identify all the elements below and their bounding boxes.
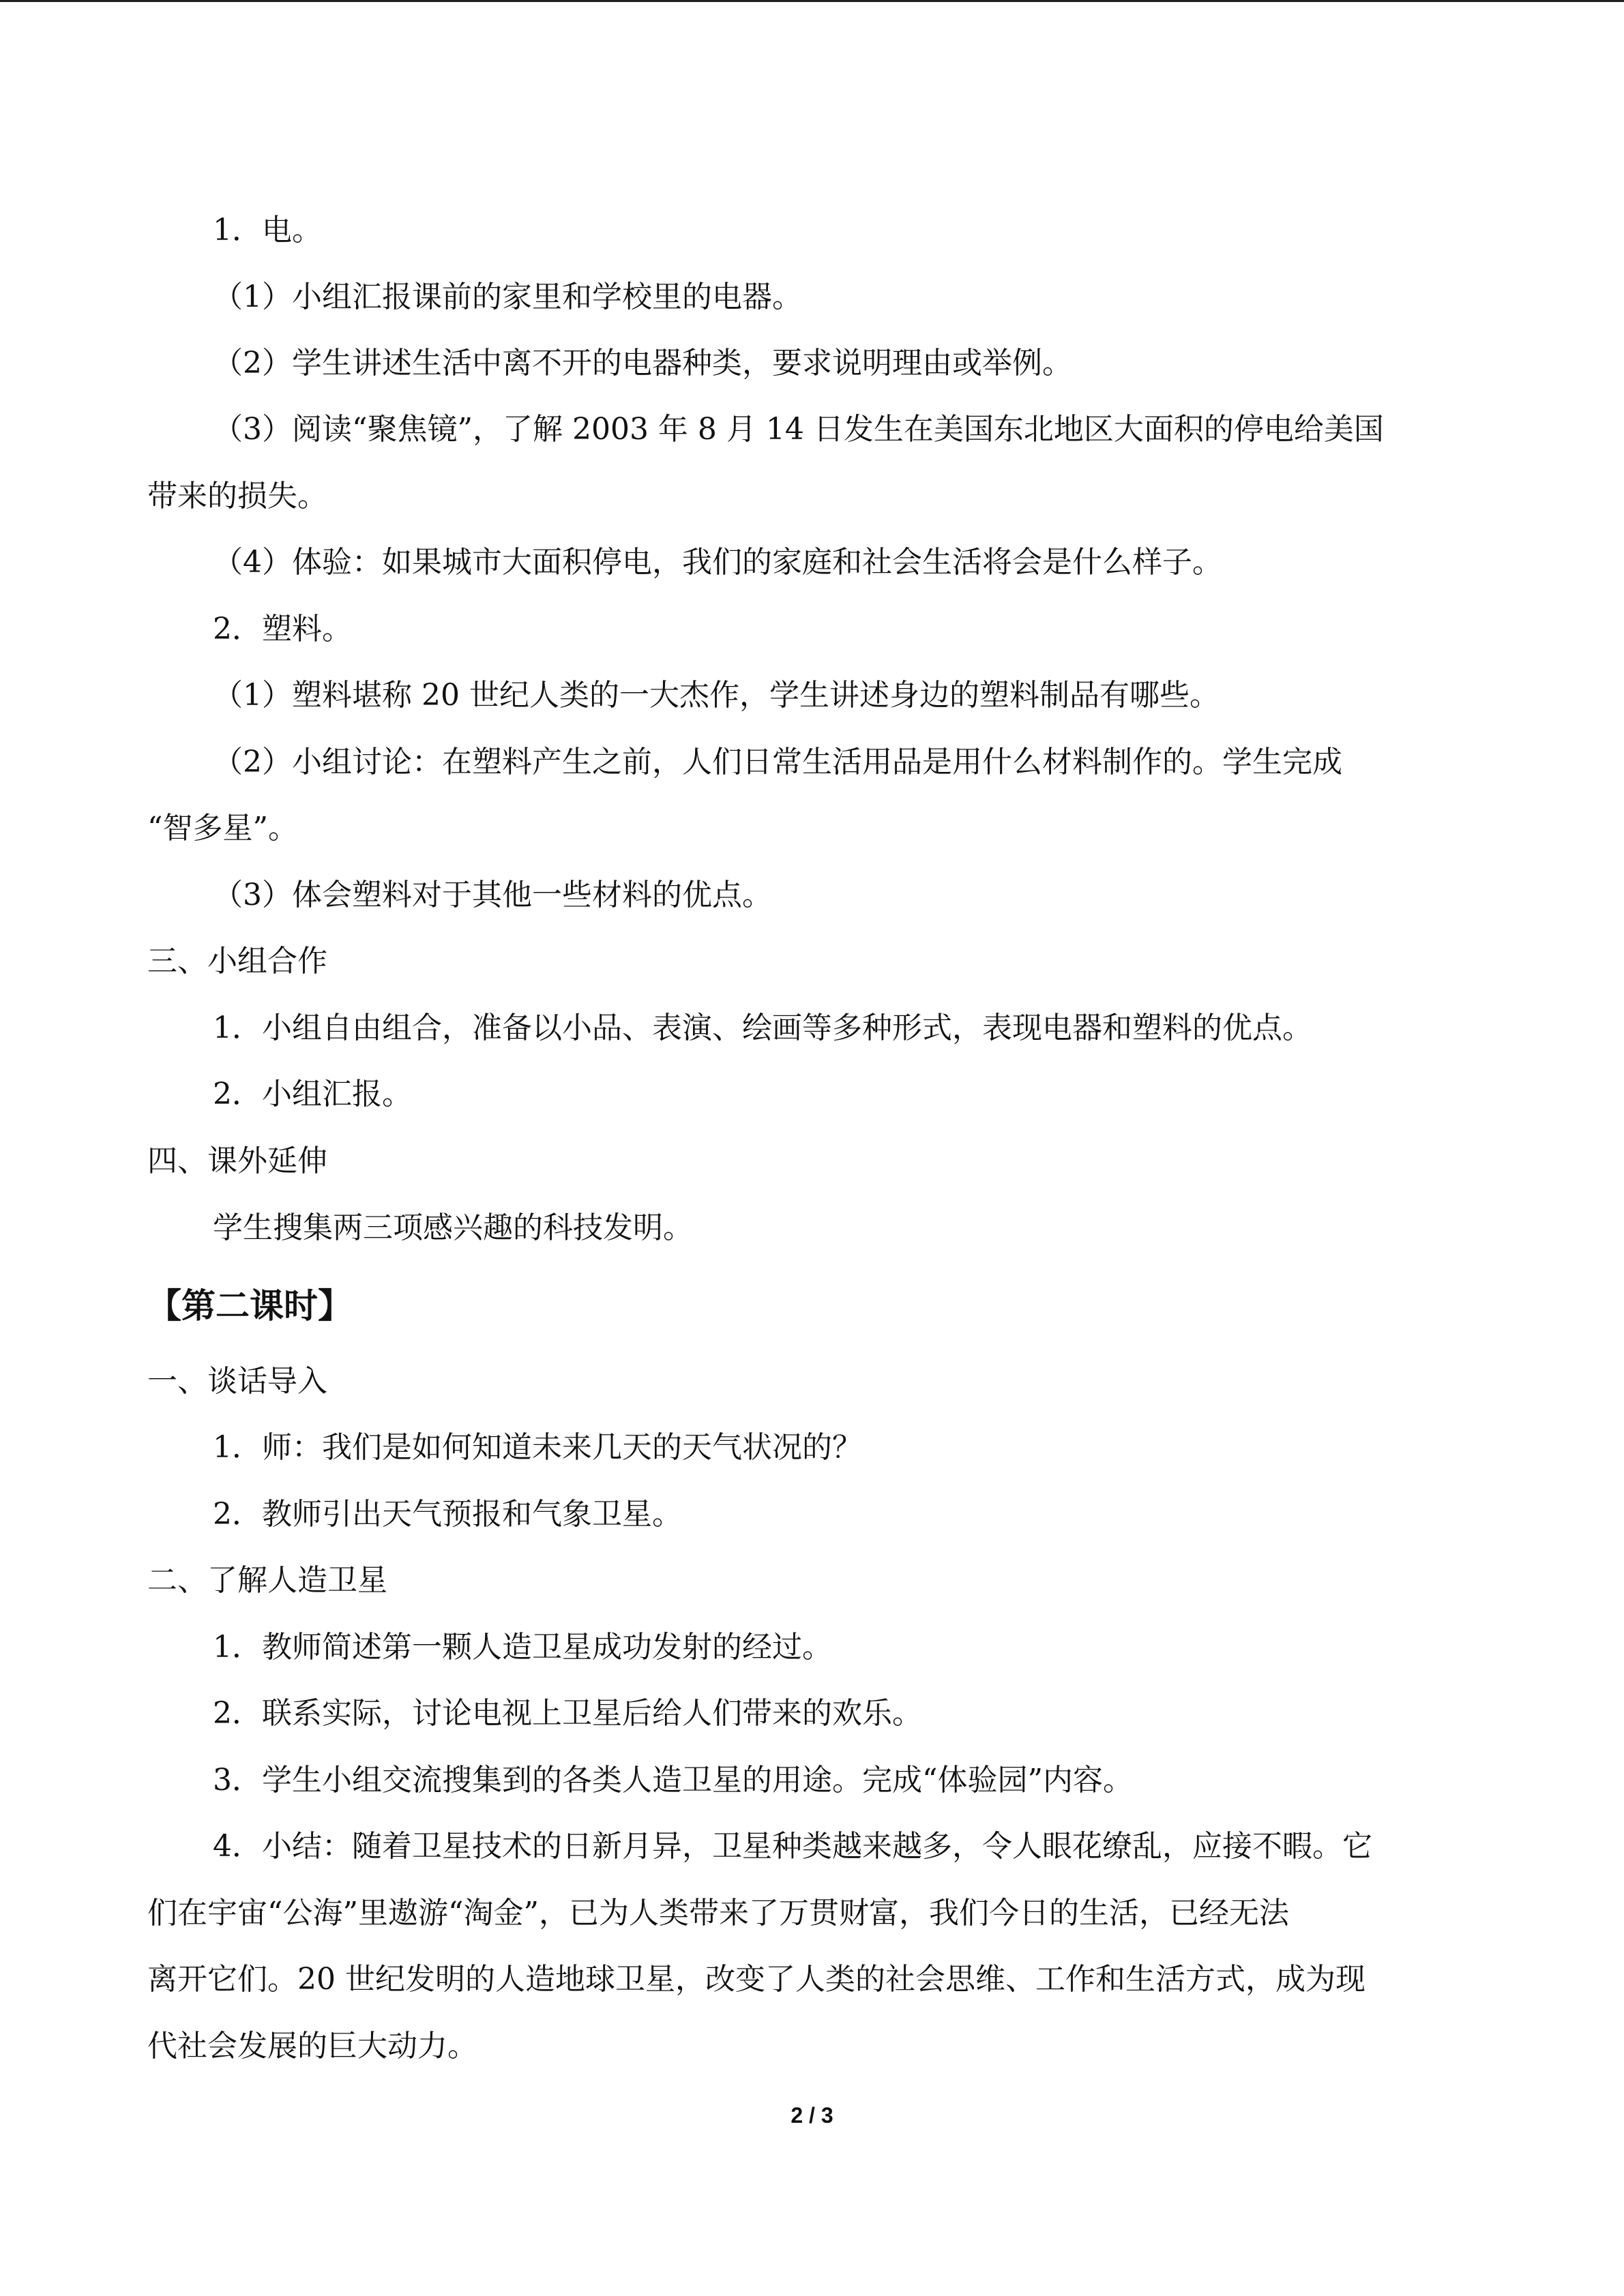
section-heading: 三、小组合作: [147, 944, 327, 979]
list-item: 2．小组汇报。: [213, 1077, 412, 1112]
list-item: （1）小组汇报课前的家里和学校里的电器。: [213, 280, 802, 314]
lesson-title: 【第二课时】: [147, 1286, 352, 1326]
list-item: 2．教师引出天气预报和气象卫星。: [213, 1497, 682, 1532]
paragraph-line: “智多星”。: [147, 811, 298, 846]
paragraph-line: 4．小结：随着卫星技术的日新月异，卫星种类越来越多，令人眼花缭乱，应接不暇。它: [213, 1829, 1372, 1864]
paragraph-line: （2）小组讨论：在塑料产生之前，人们日常生活用品是用什么材料制作的。学生完成: [213, 745, 1342, 779]
section-heading: 四、课外延伸: [147, 1144, 327, 1178]
list-item: （3）体会塑料对于其他一些材料的优点。: [213, 878, 772, 912]
list-item: 1．电。: [213, 213, 322, 248]
paragraph-line: 带来的损失。: [147, 479, 327, 513]
list-item: （4）体验：如果城市大面积停电，我们的家庭和社会生活将会是什么样子。: [213, 545, 1222, 580]
page-number: 2 / 3: [791, 2103, 833, 2128]
top-border: [0, 0, 1624, 2]
paragraph-line: 代社会发展的巨大动力。: [147, 2029, 477, 2063]
list-item: 1．师：我们是如何知道未来几天的天气状况的？: [213, 1430, 862, 1465]
list-item: 2．塑料。: [213, 612, 352, 646]
section-heading: 一、谈话导入: [147, 1364, 327, 1399]
list-item: （1）塑料堪称 20 世纪人类的一大杰作，学生讲述身边的塑料制品有哪些。: [213, 678, 1220, 713]
paragraph-line: 们在宇宙“公海”里遨游“淘金”，已为人类带来了万贯财富，我们今日的生活，已经无法: [147, 1896, 1289, 1930]
paragraph-line: （3）阅读“聚焦镜”，了解 2003 年 8 月 14 日发生在美国东北地区大面积的停电给美国: [213, 412, 1384, 447]
list-item: （2）学生讲述生活中离不开的电器种类，要求说明理由或举例。: [213, 346, 1072, 381]
section-heading: 二、了解人造卫星: [147, 1563, 387, 1598]
list-item: 2．联系实际，讨论电视上卫星后给人们带来的欢乐。: [213, 1696, 922, 1731]
paragraph-line: 离开它们。20 世纪发明的人造地球卫星，改变了人类的社会思维、工作和生活方式，成为现: [147, 1962, 1365, 1997]
list-item: 1．教师简述第一颗人造卫星成功发射的经过。: [213, 1630, 832, 1665]
list-item: 1．小组自由组合，准备以小品、表演、绘画等多种形式，表现电器和塑料的优点。: [213, 1011, 1312, 1045]
list-item: 3．学生小组交流搜集到的各类人造卫星的用途。完成“体验园”内容。: [213, 1763, 1133, 1798]
paragraph-line: 学生搜集两三项感兴趣的科技发明。: [213, 1210, 693, 1245]
